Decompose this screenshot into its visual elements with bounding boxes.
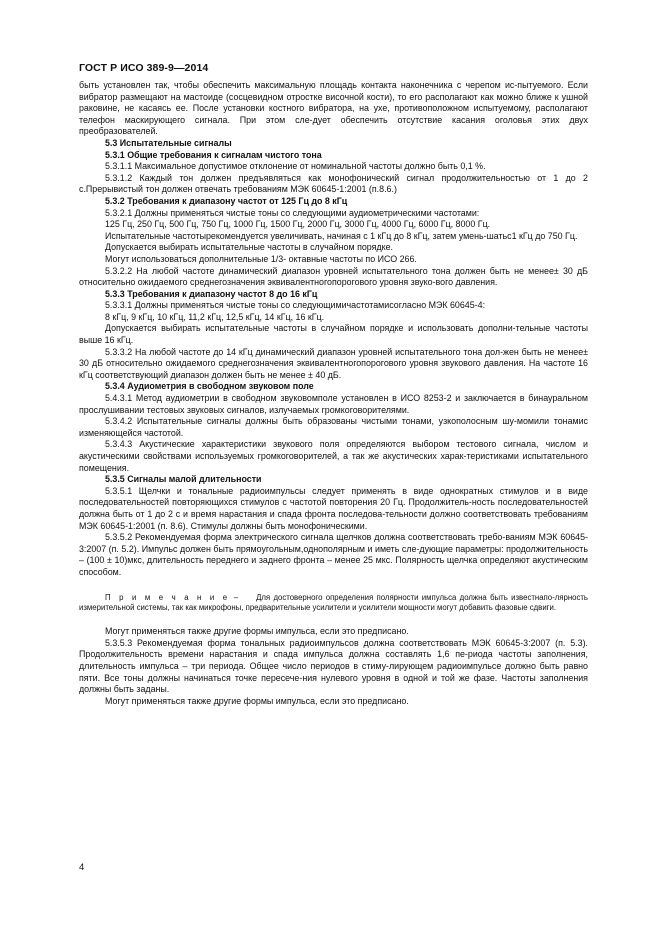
paragraph: 5.3.2.1 Должны применяться чистые тоны со следующими аудиометрическими частотами: [105, 207, 480, 218]
section-heading: 5.3.4 Аудиометрия в свободном звуковом поле [105, 381, 314, 392]
paragraph: 5.3.2.2 На любой частоте динамический диапазон уровней испытательного тона должен быть не менее± 30 дБ относительно ожидаемого среднегозначения эквивалентногопорогового уровня звуко-вого давления. [79, 265, 588, 288]
note-dash: – [233, 592, 239, 602]
section-heading: 5.3.2 Требования к диапазону частот от 125 Гц до 8 кГц [105, 195, 348, 206]
note-label: П р и м е ч а н и е [105, 592, 230, 602]
paragraph: быть установлен так, чтобы обеспечить максимальную площадь контакта наконечника с черепом ис-пытуемого. Если вибратор размещают на мастоиде (сосцевидном отростке височной кости), то его располагают как можно ближе к ушной раковине, не касаясь ее. После установки костного вибратора, на ухе, противоположном испытуемому, располагают телефон маскирующего сигнала. При этом сле-дует обеспечить отсутствие касания оголовья этих двух преобразователей. [79, 80, 588, 137]
paragraph: 5.4.3.1 Метод аудиометрии в свободном звуковомполе установлен в ИСО 8253-2 и заключается в бинауральном прослушивании тестовых звуковых сигналов, излучаемых громкоговорителями. [79, 393, 588, 415]
paragraph: Могут применяться также другие формы импульса, если это предписано. [105, 695, 409, 706]
page-number: 4 [79, 862, 85, 873]
frequency-list: 125 Гц, 250 Гц, 500 Гц, 750 Гц, 1000 Гц, 1500 Гц, 2000 Гц, 3000 Гц, 4000 Гц, 6000 Гц, 8000 Гц. [105, 219, 491, 230]
paragraph: 5.3.5.2 Рекомендуемая форма электрического сигнала щелчков должна соответствовать требо-ваниям МЭК 60645-3:2007 (п. 5.2). Импульс должен быть прямоугольным,однополярным и иметь сле-дующие параметры: продолжительность – (100 ± 10)мкс, длительность переднего и заднего фронта – менее 25 мкс. Полярность щелчка определяют акустическим способом. [79, 532, 588, 577]
section-heading: 5.3.5 Сигналы малой длительности [105, 474, 262, 485]
document-header: ГОСТ Р ИСО 389-9—2014 [79, 62, 209, 74]
paragraph: 5.3.4.2 Испытательные сигналы должны быть образованы чистыми тонами, узкополосным шу-момили тонамис изменяющейся частотой. [79, 416, 588, 438]
paragraph: 5.3.3.1 Должны применяться чистые тоны со следующимичастотамисогласно МЭК 60645-4: [105, 300, 486, 311]
section-heading: 5.3.1 Общие требования к сигналам чистого тона [105, 149, 322, 160]
section-heading: 5.3.3 Требования к диапазону частот 8 до 16 кГц [105, 288, 318, 299]
paragraph: Могут использоваться дополнительные 1/3- октавные частоты по ИСО 266. [105, 253, 417, 264]
paragraph: 5.3.1.2 Каждый тон должен предъявляться как монофонический сигнал продолжительностью от 1 до 2 с.Прерывистый тон должен отвечать требованиям МЭК 60645-1:2001 (п.8.6.) [79, 172, 588, 195]
paragraph: 5.3.1.1 Максимальное допустимое отклонение от номинальной частоты должно быть 0,1 %. [105, 161, 486, 172]
document-body [79, 80, 588, 707]
paragraph: Могут применяться также другие формы импульса, если это предписано. [105, 626, 409, 637]
paragraph: Допускается выбирать испытательные частоты в случайном порядке и использовать дополни-тельные частоты выше 16 кГц. [79, 323, 588, 346]
frequency-list: 8 кГц, 9 кГц, 10 кГц, 11,2 кГц, 12,5 кГц, 14 кГц, 16 кГц. [105, 311, 325, 322]
paragraph: 5.3.5.3 Рекомендуемая форма тональных радиоимпульсов должна соответствовать МЭК 60645-3:2007 (п. 5.3). Продолжительность времени нарастания и спада импульса должна составлять 1,6 пе-риода частоты заполнения, длительность импульса – три периода. Общее число периодов в стиму-лирующем радиоимпульсе должно быть равно пяти. Все тоны должны начинаться точке пересече-ния нулевого уровня в одной и той же фазе. Частоты заполнения должны быть заданы. [79, 637, 588, 695]
paragraph: Допускается выбирать испытательные частоты в случайном порядке. [105, 242, 394, 253]
section-heading: 5.3 Испытательные сигналы [105, 137, 232, 148]
paragraph: 5.3.3.2 На любой частоте до 14 кГц динамический диапазон уровней испытательного тона дол-жен быть не менее± 30 дБ относительно ожидаемого среднегозначения эквивалентногопорогового уровня звукового давления. На частоте 16 кГц соответствующий диапазон должен быть не менее ± 40 дБ. [79, 346, 588, 380]
paragraph: Испытательные частотырекомендуется увеличивать, начиная с 1 кГц до 8 кГц, затем умень-шатьс1 кГц до 750 Гц. [105, 230, 578, 241]
paragraph: 5.3.5.1 Щелчки и тональные радиоимпульсы следует применять в виде однократных стимулов и в виде последовательностей повторяющихся стимулов с частотой повторения 20 Гц. Продолжитель-ность последовательностей должна быть от 1 до 2 с и время нарастания и спада фронта последова-тельности должно соответствовать требованиям МЭК 60645-1:2001 (п. 8.6). Стимулы должны быть монофоническими. [79, 485, 588, 531]
note [79, 593, 588, 615]
note-text: Для достоверного определения полярности импульса должна быть известнапо-лярность измерительной системы, так как микрофоны, предварительные усилители и усилители мощности могут добавить фазовые сдвиги. [79, 592, 588, 613]
paragraph: 5.3.4.3 Акустические характеристики звукового поля определяются выбором тестового сигнала, числом и акустическими свойствами используемых громкоговорителей, а так же акустических харак-теристиками испытательного помещения. [79, 439, 588, 473]
